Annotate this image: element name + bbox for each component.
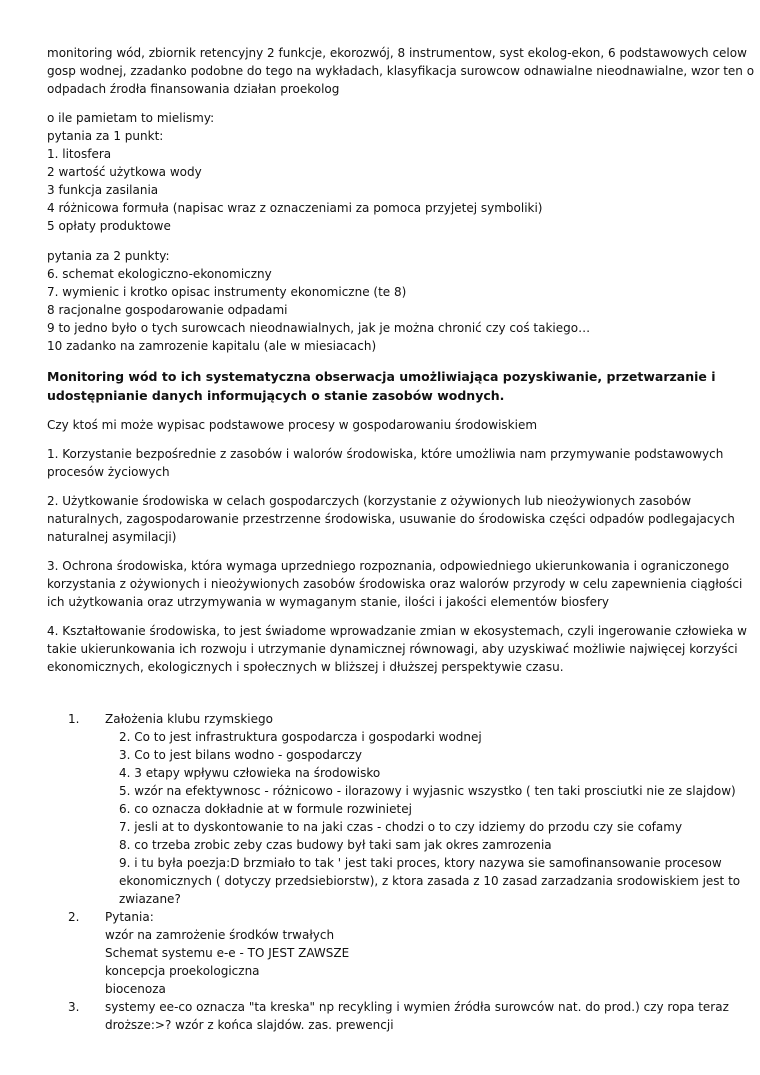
monitoring-definition (47, 367, 717, 405)
question-item: 6. schemat ekologiczno-ekonomiczny (47, 267, 272, 281)
question-line: Czy ktoś mi może wypisac podstawowe procesy w gospodarowaniu środowiskiem (47, 418, 538, 432)
sub-item: 3. Co to jest bilans wodno - gospodarczy (119, 748, 362, 762)
process-item (47, 445, 724, 481)
process-line: korzystania z ożywionych i nieożywionych zasobów środowiska oraz walorów przyrody w celu zapewnienia ciągłości (47, 577, 743, 591)
sub-item: 2. Co to jest infrastruktura gospodarcza i gospodarki wodnej (119, 730, 482, 744)
process-line: takie ukierunkowania ich rozwoju i utrzymanie dynamicznej równowagi, aby uzyskiwać możliwie najwięcej korzyści (47, 642, 738, 656)
sub-item-wrapped: 9. i tu była poezja:D brzmiało to tak ' jest taki proces, ktory nazywa sie samofinansowanie procesow (119, 856, 722, 870)
processes-question (47, 416, 717, 434)
sub-list (105, 926, 717, 998)
process-line: 3. Ochrona środowiska, która wymaga uprzedniego rozpoznania, odpowiedniego ukierunkowania i ograniczonego (47, 559, 730, 573)
sub-item: Schemat systemu e-e - TO JEST ZAWSZE (105, 946, 350, 960)
sub-item: koncepcja proekologiczna (105, 964, 260, 978)
question-item: 10 zadanko na zamrozenie kapitalu (ale w miesiacach) (47, 339, 377, 353)
questions-intro: o ile pamietam to mielismy: (47, 111, 215, 125)
process-item (47, 492, 735, 546)
intro-line: gosp wodnej, zzadanko podobne do tego na wykładach, klasyfikacja surowcow odnawialne nieodnawialne, wzor ten o (47, 64, 755, 78)
sub-item: 5. wzór na efektywnosc - różnicowo - ilorazowy i wyjasnic wszystko ( ten taki prosciutki nie ze slajdow) (119, 784, 736, 798)
monitoring-line: udostępnianie danych informujących o stanie zasobów wodnych. (47, 388, 505, 403)
numbered-list (47, 710, 741, 1034)
intro-line: monitoring wód, zbiornik retencyjny 2 funkcje, ekorozwój, 8 instrumentow, syst ekolog-ekon, 6 podstawowych celow (47, 46, 747, 60)
list-title: Pytania: (105, 910, 154, 924)
list-number: 2. (68, 910, 80, 924)
list-item (47, 908, 717, 998)
sub-item: wzór na zamrożenie środków trwałych (105, 928, 335, 942)
document-page (47, 44, 755, 1034)
list-number: 1. (68, 712, 80, 726)
sub-item-wrapped: zwiazane? (119, 892, 181, 906)
sub-list (105, 728, 741, 908)
sub-item: biocenoza (105, 982, 166, 996)
questions-1pt-header: pytania za 1 punkt: (47, 129, 164, 143)
list-item (47, 998, 729, 1034)
process-line: procesów życiowych (47, 465, 170, 479)
process-line: ekonomicznych, ekologicznych i społecznych w bliższej i dłuższej perspektywie czasu. (47, 660, 564, 674)
intro-line: odpadach źrodła finansowania działan proekolog (47, 82, 340, 96)
question-item: 8 racjonalne gospodarowanie odpadami (47, 303, 288, 317)
list-number: 3. (68, 1000, 80, 1014)
question-item: 7. wymienic i krotko opisac instrumenty ekonomiczne (te 8) (47, 285, 407, 299)
sub-item: 4. 3 etapy wpływu człowieka na środowisko (119, 766, 381, 780)
process-line: naturalnych, zagospodarowanie przestrzenne środowiska, usuwanie do środowiska części odpadów podlegajacych (47, 512, 735, 526)
list-title: Założenia klubu rzymskiego (105, 712, 273, 726)
questions-1pt (47, 109, 717, 235)
question-item: 5 opłaty produktowe (47, 219, 171, 233)
list-item (47, 710, 741, 908)
questions-2pt (47, 247, 717, 355)
question-item: 4 różnicowa formuła (napisac wraz z oznaczeniami za pomoca przyjetej symboliki) (47, 201, 543, 215)
question-item: 1. litosfera (47, 147, 112, 161)
monitoring-line: Monitoring wód to ich systematyczna obserwacja umożliwiająca pozyskiwanie, przetwarzanie i (47, 369, 716, 384)
sub-item-wrapped: ekonomicznych ( dotyczy przedsiebiorstw), z ktora zasada z 10 zasad zarzadzania srodowiskiem jest to (119, 874, 741, 888)
questions-2pt-header: pytania za 2 punkty: (47, 249, 170, 263)
process-line: 2. Użytkowanie środowiska w celach gospodarczych (korzystanie z ożywionych lub nieożywionych zasobów (47, 494, 692, 508)
process-line: 1. Korzystanie bezpośrednie z zasobów i walorów środowiska, które umożliwia nam przymywanie podstawowych (47, 447, 724, 461)
process-line: naturalnej asymilacji) (47, 530, 177, 544)
process-line: 4. Kształtowanie środowiska, to jest świadome wprowadzanie zmian w ekosystemach, czyli ingerowanie człowieka w (47, 624, 747, 638)
process-line: ich użytkowania oraz utrzymywania w wymaganym stanie, ilości i jakości elementów biosfery (47, 595, 610, 609)
sub-item: 8. co trzeba zrobic zeby czas budowy był taki sam jak okres zamrozenia (119, 838, 552, 852)
process-item (47, 557, 743, 611)
list-line: systemy ee-co oznacza "ta kreska" np recykling i wymien źródła surowców nat. do prod.) czy ropa teraz (105, 1000, 729, 1014)
sub-item: 6. co oznacza dokładnie at w formule rozwinietej (119, 802, 412, 816)
question-item: 2 wartość użytkowa wody (47, 165, 202, 179)
question-item: 3 funkcja zasilania (47, 183, 159, 197)
sub-item: 7. jesli at to dyskontowanie to na jaki czas - chodzi o to czy idziemy do przodu czy sie cofamy (119, 820, 683, 834)
list-line: droższe:>? wzór z końca slajdów. zas. prewencji (105, 1018, 394, 1032)
question-item: 9 to jedno było o tych surowcach nieodnawialnych, jak je można chronić czy coś takiego… (47, 321, 591, 335)
intro-paragraph (47, 44, 755, 98)
process-item (47, 622, 747, 676)
